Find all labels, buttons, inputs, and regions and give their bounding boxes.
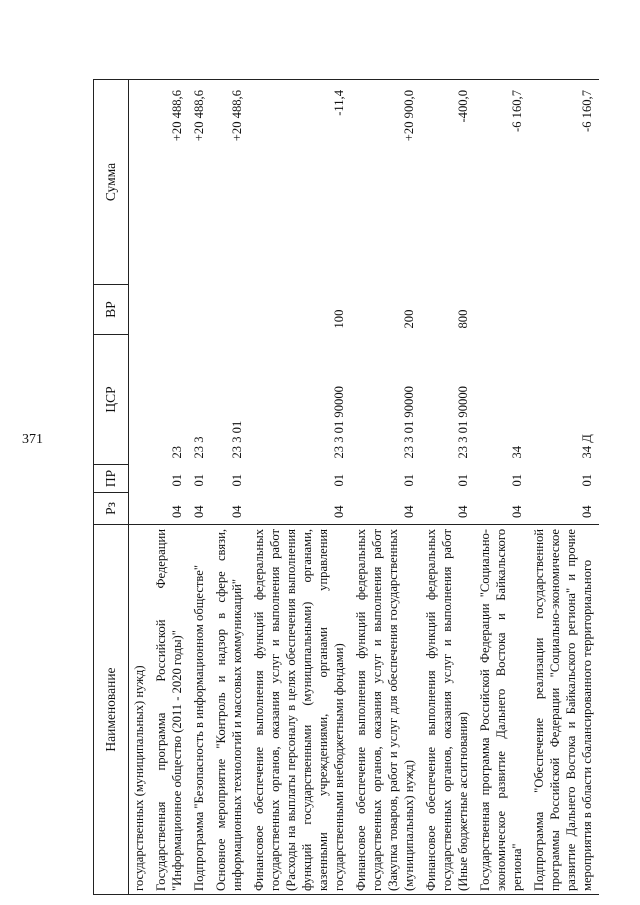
row-rz: 04 [230, 505, 244, 518]
row-csr: 23 3 01 90000 [332, 386, 346, 459]
row-sum: -400,0 [421, 80, 475, 285]
row-rz: 04 [402, 505, 416, 518]
row-vr: 100 [332, 309, 346, 329]
table-row [211, 80, 249, 895]
row-csr: 23 3 01 90000 [456, 386, 470, 459]
row-vr [189, 285, 211, 335]
row-sum: +20 900,0 [351, 80, 421, 285]
header-name: Наименование [94, 525, 129, 895]
row-rz: 04 [456, 505, 470, 518]
row-pr: 01 [170, 473, 184, 487]
row-sum: -6 160,7 [475, 80, 529, 285]
table-row [529, 80, 599, 895]
row-name: Финансовое обеспечение выполнения функций федеральных государственных органов, оказания услуг и выполнения работ (Расходы на выплаты персоналу в целях обеспечения выполнения функций государственными (муниципальными) органами, казенными учреждениями, органами управления государственными внебюджетными фондами) [249, 525, 351, 895]
row-name: Государственная программа Российской Федерации "Социально-экономическое развитие Дальнего Востока и Байкальского региона" [475, 525, 529, 895]
row-csr: 34 [510, 445, 524, 459]
header-pr: ПР [94, 465, 129, 493]
page-number: 371 [22, 432, 43, 447]
row-csr: 23 3 01 90000 [402, 386, 416, 459]
header-sum: Сумма [94, 80, 129, 285]
row-rz [129, 493, 152, 525]
row-vr: 800 [456, 309, 470, 329]
rotated-budget-table [93, 80, 620, 895]
table-row [129, 80, 152, 895]
row-sum: +20 488,6 [151, 80, 189, 285]
row-vr [129, 285, 152, 335]
row-name: государственных (муниципальных) нужд) [129, 525, 152, 895]
row-rz: 04 [332, 505, 346, 518]
row-csr: 23 3 [192, 436, 206, 459]
row-vr [475, 285, 529, 335]
row-vr [211, 285, 249, 335]
row-sum: -6 160,7 [529, 80, 599, 285]
header-vr: ВР [94, 285, 129, 335]
row-pr: 01 [510, 473, 524, 487]
row-rz: 04 [170, 505, 184, 518]
row-name: Подпрограмма "Обеспечение реализации государственной программы Российской Федерации "Социально-экономическое развитие Дальнего Востока и Байкальского региона" и прочие мероприятия в области сбалансированного территориального [529, 525, 599, 895]
table-header-row [94, 80, 129, 895]
header-rz: Рз [94, 493, 129, 525]
row-rz: 04 [510, 505, 524, 518]
row-pr: 01 [192, 473, 206, 487]
row-rz: 04 [192, 505, 206, 518]
row-vr [151, 285, 189, 335]
row-sum [129, 80, 152, 285]
row-vr [529, 285, 599, 335]
row-name: Государственная программа Российской Федерации "Информационное общество (2011 - 2020 годы)" [151, 525, 189, 895]
row-csr: 34 Д [580, 434, 594, 459]
row-csr: 23 3 01 [230, 420, 244, 459]
table-row [249, 80, 351, 895]
row-pr: 01 [580, 473, 594, 487]
row-pr: 01 [456, 473, 470, 487]
row-csr [129, 335, 152, 465]
row-name: Подпрограмма "Безопасность в информационном обществе" [189, 525, 211, 895]
row-sum: +20 488,6 [189, 80, 211, 285]
table-row [189, 80, 211, 895]
table-row [351, 80, 421, 895]
table-row [151, 80, 189, 895]
row-csr: 23 [170, 445, 184, 459]
row-pr: 01 [402, 473, 416, 487]
row-rz: 04 [580, 505, 594, 518]
header-csr: ЦСР [94, 335, 129, 465]
row-sum: +20 488,6 [211, 80, 249, 285]
row-pr: 01 [332, 473, 346, 487]
row-name: Основное мероприятие "Контроль и надзор в сфере связи, информационных технологий и массовых коммуникаций" [211, 525, 249, 895]
row-name: Финансовое обеспечение выполнения функций федеральных государственных органов, оказания услуг и выполнения работ (Иные бюджетные ассигнования) [421, 525, 475, 895]
row-vr: 200 [402, 309, 416, 329]
row-pr: 01 [230, 473, 244, 487]
row-pr [129, 465, 152, 493]
budget-table [93, 79, 599, 895]
row-name: Финансовое обеспечение выполнения функций федеральных государственных органов, оказания услуг и выполнения работ (Закупка товаров, работ и услуг для обеспечения государственных (муниципальных) нужд) [351, 525, 421, 895]
table-row [421, 80, 475, 895]
table-row [475, 80, 529, 895]
row-sum: -11,4 [249, 80, 351, 285]
